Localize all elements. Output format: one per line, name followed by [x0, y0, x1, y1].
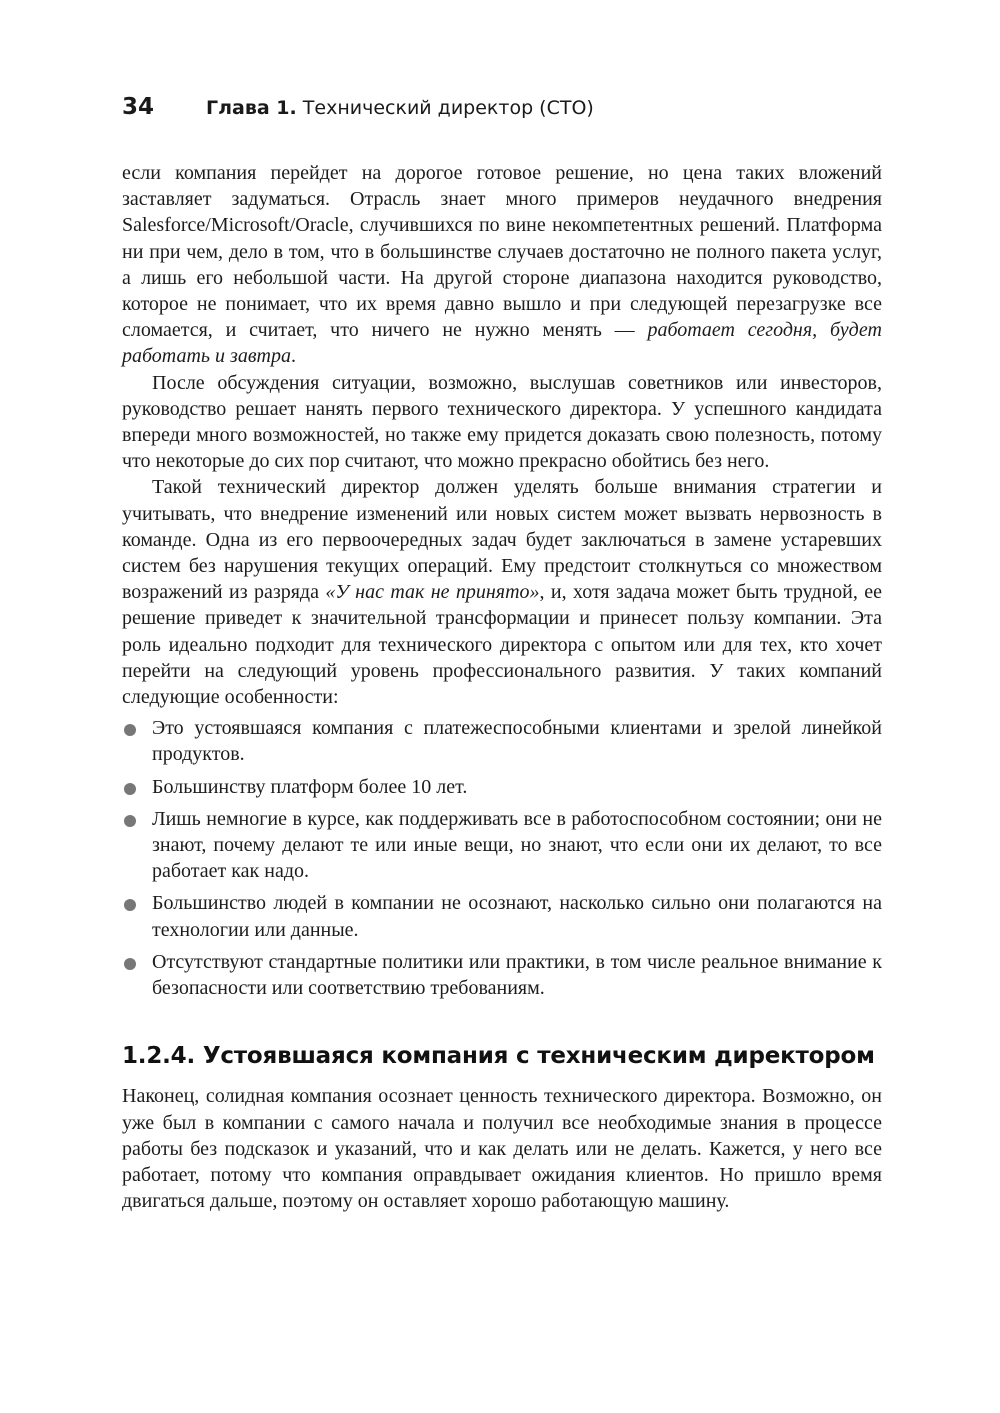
list-item-text: Большинству платформ более 10 лет.	[152, 775, 468, 798]
list-item-text: Лишь немногие в курсе, как поддерживать все в работоспособном состоянии; они не знают, почему делают те или иные вещи, но знают, что если они их делают, то все работает как надо.	[152, 807, 882, 883]
list-item-text: Отсутствуют стандартные политики или практики, в том числе реальное внимание к безопасности или соответствию требованиям.	[152, 950, 882, 1000]
paragraph	[122, 474, 882, 710]
bullet-icon	[124, 815, 136, 827]
list-item	[122, 774, 882, 800]
list-item	[122, 715, 882, 767]
page-number: 34	[122, 94, 155, 120]
running-header	[122, 92, 882, 122]
paragraph: После обсуждения ситуации, возможно, выслушав советников или инвесторов, руководство решает нанять первого технического директора. У успешного кандидата впереди много возможностей, но также ему придется доказать свою полезность, потому что некоторые до сих пор считают, что можно прекрасно обойтись без него.	[122, 371, 882, 473]
chapter-label: Глава 1.	[206, 97, 297, 119]
book-page	[122, 92, 882, 1214]
bullet-icon	[124, 899, 136, 911]
list-item	[122, 806, 882, 885]
paragraph: Наконец, солидная компания осознает ценность технического директора. Возможно, он уже был в компании с самого начала и получил все необходимые знания в процессе работы без подсказок и указаний, что и как делать или не делать. Кажется, у него все работает, потому что компания оправдывает ожидания клиентов. Но пришло время двигаться дальше, поэтому он оставляет хорошо работающую машину.	[122, 1085, 882, 1213]
chapter-title: Технический директор (CTO)	[302, 97, 594, 119]
body-text	[122, 160, 882, 1214]
paragraph-emphasis: «У нас так не принято»	[325, 581, 540, 604]
paragraph-end: .	[290, 345, 296, 368]
paragraph-emphasis: работает сегодня, будет работать и завтра	[122, 319, 882, 368]
paragraph-text: Такой технический директор должен уделять больше внимания стратегии и учитывать, что внедрение изменений или новых систем может вызвать нервозность в команде. Одна из его первоочередных задач будет заключаться в замене устаревших систем без нарушения текущих операций. Ему предстоит столкнуться со множеством возражений из разряда	[122, 476, 882, 604]
bullet-icon	[124, 783, 136, 795]
paragraph-end: , и, хотя задача может быть трудной, ее решение приведет к значительной трансформации и принесет пользу компании. Эта роль идеально подходит для технического директора с опытом или для тех, кто хочет перейти на следующий уровень профессионального развития. У таких компаний следующие особенности:	[122, 581, 882, 709]
list-item	[122, 890, 882, 942]
section-heading: 1.2.4. Устоявшаяся компания с техническим директором	[122, 1043, 875, 1070]
list-item-text: Это устоявшаяся компания с платежеспособными клиентами и зрелой линейкой продуктов.	[152, 717, 882, 766]
bullet-icon	[124, 724, 136, 736]
list-item	[122, 949, 882, 1001]
bullet-list	[122, 715, 882, 1001]
list-item-text: Большинство людей в компании не осознают, насколько сильно они полагаются на технологии или данные.	[152, 892, 882, 941]
paragraph	[122, 160, 882, 370]
paragraph-text: если компания перейдет на дорогое готовое решение, но цена таких вложений заставляет задуматься. Отрасль знает много примеров неудачного внедрения Salesforce/Microsoft/Oracle, случившихся по вине некомпетентных решений. Платформа ни при чем, дело в том, что в большинстве случаев достаточно не полного пакета услуг, а лишь его небольшой части. На другой стороне диапазона находится руководство, которое не понимает, что их время давно вышло и при следующей перезагрузке все сломается, и считает, что ничего не нужно менять —	[122, 162, 882, 342]
bullet-icon	[124, 958, 136, 970]
